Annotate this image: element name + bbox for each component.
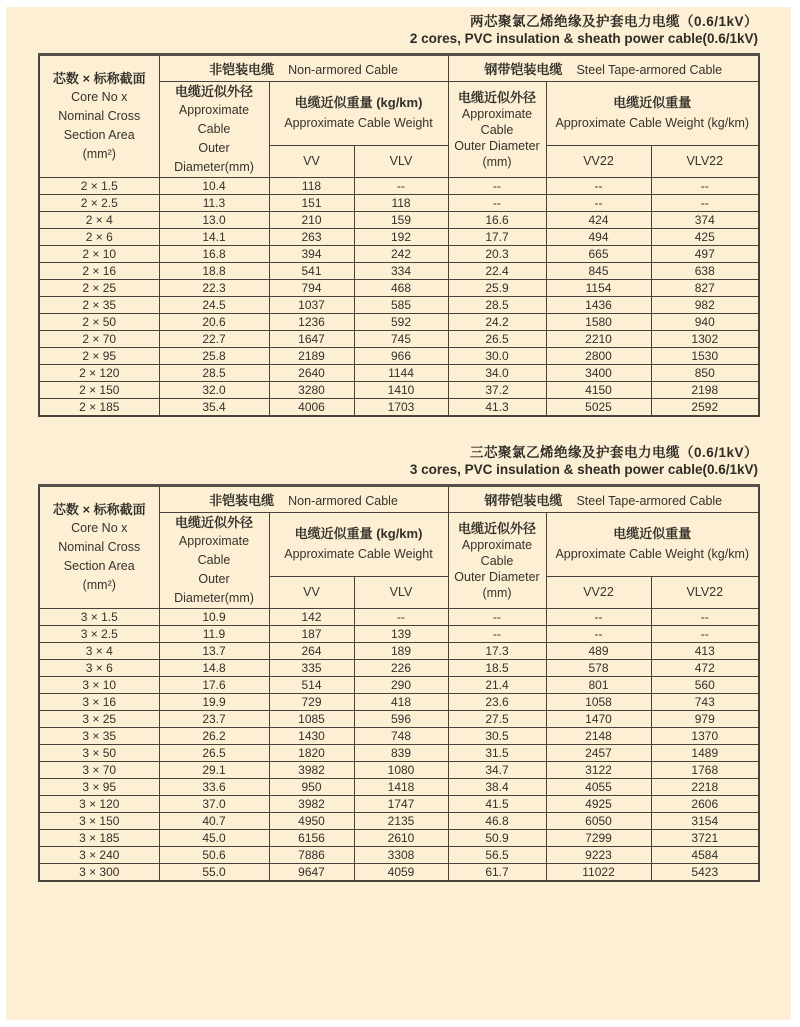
header-steel-weight: 电缆近似重量 Approximate Cable Weight (kg/km): [546, 513, 759, 577]
value-cell: 5025: [546, 399, 651, 417]
value-cell: 729: [269, 694, 354, 711]
value-cell: 264: [269, 643, 354, 660]
core-size-cell: 2 × 185: [39, 399, 159, 417]
table-row: [39, 609, 759, 626]
table-row: [39, 813, 759, 830]
header-non-armored-od: 电缆近似外径 Approximate Cable Outer Diameter(mm): [159, 513, 269, 609]
value-cell: 850: [651, 365, 759, 382]
table-row: [39, 195, 759, 212]
value-cell: 1703: [354, 399, 448, 417]
value-cell: 1647: [269, 331, 354, 348]
value-cell: 22.7: [159, 331, 269, 348]
value-cell: 1489: [651, 745, 759, 762]
value-cell: 1037: [269, 297, 354, 314]
value-cell: 26.2: [159, 728, 269, 745]
value-cell: 940: [651, 314, 759, 331]
value-cell: 3721: [651, 830, 759, 847]
value-cell: 11.9: [159, 626, 269, 643]
value-cell: 226: [354, 660, 448, 677]
value-cell: 41.3: [448, 399, 546, 417]
value-cell: 9647: [269, 864, 354, 882]
value-cell: 151: [269, 195, 354, 212]
core-size-cell: 2 × 2.5: [39, 195, 159, 212]
table-row: [39, 626, 759, 643]
value-cell: 1144: [354, 365, 448, 382]
core-size-cell: 3 × 70: [39, 762, 159, 779]
core-size-cell: 3 × 120: [39, 796, 159, 813]
table-row: [39, 643, 759, 660]
value-cell: 585: [354, 297, 448, 314]
core-size-cell: 3 × 150: [39, 813, 159, 830]
value-cell: 28.5: [448, 297, 546, 314]
value-cell: 743: [651, 694, 759, 711]
value-cell: 1768: [651, 762, 759, 779]
value-cell: 45.0: [159, 830, 269, 847]
value-cell: 2189: [269, 348, 354, 365]
table-row: [39, 847, 759, 864]
core-size-cell: 3 × 240: [39, 847, 159, 864]
value-cell: 32.0: [159, 382, 269, 399]
header-col-vv: VV: [269, 145, 354, 177]
value-cell: 966: [354, 348, 448, 365]
value-cell: --: [651, 195, 759, 212]
value-cell: 801: [546, 677, 651, 694]
cable-spec-table-2core: [38, 53, 760, 417]
value-cell: 497: [651, 246, 759, 263]
value-cell: 425: [651, 229, 759, 246]
value-cell: 118: [269, 178, 354, 195]
table2-header: [39, 486, 759, 609]
value-cell: --: [448, 178, 546, 195]
value-cell: 6156: [269, 830, 354, 847]
value-cell: 1058: [546, 694, 651, 711]
value-cell: 17.3: [448, 643, 546, 660]
value-cell: 24.2: [448, 314, 546, 331]
value-cell: 1154: [546, 280, 651, 297]
value-cell: 118: [354, 195, 448, 212]
header-col-vv: VV: [269, 576, 354, 608]
value-cell: 489: [546, 643, 651, 660]
table-row: [39, 830, 759, 847]
value-cell: 1820: [269, 745, 354, 762]
value-cell: 979: [651, 711, 759, 728]
table-row: [39, 297, 759, 314]
value-cell: 1370: [651, 728, 759, 745]
value-cell: 139: [354, 626, 448, 643]
value-cell: 13.7: [159, 643, 269, 660]
value-cell: 541: [269, 263, 354, 280]
value-cell: 40.7: [159, 813, 269, 830]
table-row: [39, 399, 759, 417]
table2-title: [6, 444, 791, 478]
value-cell: 1080: [354, 762, 448, 779]
value-cell: --: [546, 195, 651, 212]
value-cell: 827: [651, 280, 759, 297]
header-col-vlv: VLV: [354, 576, 448, 608]
table1-title-zh: 两芯聚氯乙烯绝缘及护套电力电缆（0.6/1kV）: [469, 14, 758, 29]
value-cell: 16.8: [159, 246, 269, 263]
value-cell: 3154: [651, 813, 759, 830]
value-cell: 30.0: [448, 348, 546, 365]
table2-title-zh: 三芯聚氯乙烯绝缘及护套电力电缆（0.6/1kV）: [469, 445, 758, 460]
table-row: [39, 178, 759, 195]
value-cell: 2198: [651, 382, 759, 399]
value-cell: 665: [546, 246, 651, 263]
core-size-cell: 3 × 10: [39, 677, 159, 694]
value-cell: 1470: [546, 711, 651, 728]
value-cell: 37.0: [159, 796, 269, 813]
header-col-vlv22: VLV22: [651, 145, 759, 177]
value-cell: 50.6: [159, 847, 269, 864]
value-cell: 2135: [354, 813, 448, 830]
value-cell: 748: [354, 728, 448, 745]
table1-title-en: 2 cores, PVC insulation & sheath power cable(0.6/1kV): [409, 31, 758, 46]
core-size-cell: 2 × 1.5: [39, 178, 159, 195]
table2-body: [39, 609, 759, 882]
value-cell: 22.3: [159, 280, 269, 297]
table-row: [39, 660, 759, 677]
value-cell: 16.6: [448, 212, 546, 229]
value-cell: 2592: [651, 399, 759, 417]
value-cell: 1530: [651, 348, 759, 365]
value-cell: 592: [354, 314, 448, 331]
value-cell: 22.4: [448, 263, 546, 280]
table-row: [39, 382, 759, 399]
header-core-section: 芯数 × 标称截面 Core No x Nominal Cross Section Area (mm²): [39, 55, 159, 178]
table-row: [39, 728, 759, 745]
core-size-cell: 3 × 16: [39, 694, 159, 711]
table-row: [39, 711, 759, 728]
value-cell: 982: [651, 297, 759, 314]
value-cell: 28.5: [159, 365, 269, 382]
value-cell: --: [651, 178, 759, 195]
value-cell: 1436: [546, 297, 651, 314]
core-size-cell: 2 × 120: [39, 365, 159, 382]
value-cell: --: [651, 609, 759, 626]
table-row: [39, 263, 759, 280]
value-cell: 38.4: [448, 779, 546, 796]
value-cell: 263: [269, 229, 354, 246]
cable-spec-table-3core: [38, 484, 760, 882]
value-cell: 25.9: [448, 280, 546, 297]
value-cell: 31.5: [448, 745, 546, 762]
value-cell: --: [448, 195, 546, 212]
value-cell: 11.3: [159, 195, 269, 212]
core-size-cell: 2 × 50: [39, 314, 159, 331]
table-row: [39, 280, 759, 297]
value-cell: 27.5: [448, 711, 546, 728]
value-cell: 5423: [651, 864, 759, 882]
core-size-cell: 3 × 2.5: [39, 626, 159, 643]
core-size-cell: 2 × 35: [39, 297, 159, 314]
header-col-vlv22: VLV22: [651, 576, 759, 608]
value-cell: 242: [354, 246, 448, 263]
core-size-cell: 2 × 150: [39, 382, 159, 399]
table1-title: [6, 13, 791, 47]
table-row: [39, 314, 759, 331]
value-cell: --: [546, 178, 651, 195]
table-row: [39, 796, 759, 813]
value-cell: 17.7: [448, 229, 546, 246]
header-non-armored-weight: 电缆近似重量 (kg/km) Approximate Cable Weight: [269, 513, 448, 577]
value-cell: 839: [354, 745, 448, 762]
value-cell: 4059: [354, 864, 448, 882]
table-row: [39, 694, 759, 711]
value-cell: 4006: [269, 399, 354, 417]
value-cell: 2218: [651, 779, 759, 796]
value-cell: 25.8: [159, 348, 269, 365]
value-cell: 2457: [546, 745, 651, 762]
core-size-cell: 3 × 1.5: [39, 609, 159, 626]
core-size-cell: 3 × 185: [39, 830, 159, 847]
value-cell: --: [354, 609, 448, 626]
table-row: [39, 246, 759, 263]
value-cell: 23.7: [159, 711, 269, 728]
core-size-cell: 2 × 25: [39, 280, 159, 297]
table-row: [39, 212, 759, 229]
header-col-vv22: VV22: [546, 145, 651, 177]
value-cell: 335: [269, 660, 354, 677]
value-cell: 1418: [354, 779, 448, 796]
value-cell: 4584: [651, 847, 759, 864]
table-row: [39, 348, 759, 365]
header-non-armored-group: 非铠装电缆 Non-armored Cable: [159, 486, 448, 513]
core-size-cell: 2 × 70: [39, 331, 159, 348]
value-cell: 14.1: [159, 229, 269, 246]
value-cell: 10.4: [159, 178, 269, 195]
value-cell: --: [448, 626, 546, 643]
value-cell: 29.1: [159, 762, 269, 779]
value-cell: 472: [651, 660, 759, 677]
value-cell: --: [546, 626, 651, 643]
value-cell: 424: [546, 212, 651, 229]
table-row: [39, 331, 759, 348]
value-cell: 468: [354, 280, 448, 297]
value-cell: 34.0: [448, 365, 546, 382]
value-cell: 18.5: [448, 660, 546, 677]
header-steel-armored-group: 钢带铠装电缆 Steel Tape-armored Cable: [448, 55, 759, 82]
value-cell: 514: [269, 677, 354, 694]
value-cell: 61.7: [448, 864, 546, 882]
table1-header: [39, 55, 759, 178]
value-cell: 374: [651, 212, 759, 229]
value-cell: 23.6: [448, 694, 546, 711]
value-cell: 11022: [546, 864, 651, 882]
value-cell: 1410: [354, 382, 448, 399]
value-cell: 6050: [546, 813, 651, 830]
header-non-armored-group: 非铠装电缆 Non-armored Cable: [159, 55, 448, 82]
value-cell: 26.5: [448, 331, 546, 348]
value-cell: 578: [546, 660, 651, 677]
value-cell: 7299: [546, 830, 651, 847]
core-size-cell: 2 × 16: [39, 263, 159, 280]
value-cell: 34.7: [448, 762, 546, 779]
value-cell: 2148: [546, 728, 651, 745]
value-cell: 189: [354, 643, 448, 660]
value-cell: 210: [269, 212, 354, 229]
table1-body: [39, 178, 759, 417]
value-cell: 3280: [269, 382, 354, 399]
value-cell: 494: [546, 229, 651, 246]
table-row: [39, 864, 759, 882]
value-cell: 3400: [546, 365, 651, 382]
table-row: [39, 779, 759, 796]
value-cell: 20.6: [159, 314, 269, 331]
core-size-cell: 3 × 95: [39, 779, 159, 796]
value-cell: --: [448, 609, 546, 626]
header-core-section: 芯数 × 标称截面 Core No x Nominal Cross Section Area (mm²): [39, 486, 159, 609]
value-cell: 745: [354, 331, 448, 348]
core-size-cell: 3 × 300: [39, 864, 159, 882]
value-cell: 41.5: [448, 796, 546, 813]
value-cell: 33.6: [159, 779, 269, 796]
value-cell: 18.8: [159, 263, 269, 280]
table-row: [39, 745, 759, 762]
value-cell: 3982: [269, 796, 354, 813]
value-cell: --: [651, 626, 759, 643]
core-size-cell: 3 × 50: [39, 745, 159, 762]
value-cell: 55.0: [159, 864, 269, 882]
value-cell: 4925: [546, 796, 651, 813]
value-cell: 35.4: [159, 399, 269, 417]
value-cell: 3122: [546, 762, 651, 779]
header-steel-od: 电缆近似外径 Approximate Cable Outer Diameter (mm): [448, 513, 546, 609]
value-cell: 192: [354, 229, 448, 246]
value-cell: 159: [354, 212, 448, 229]
value-cell: 1430: [269, 728, 354, 745]
value-cell: 20.3: [448, 246, 546, 263]
value-cell: 950: [269, 779, 354, 796]
value-cell: 418: [354, 694, 448, 711]
value-cell: 4150: [546, 382, 651, 399]
value-cell: 1236: [269, 314, 354, 331]
header-col-vv22: VV22: [546, 576, 651, 608]
table-row: [39, 365, 759, 382]
value-cell: 1085: [269, 711, 354, 728]
table-row: [39, 762, 759, 779]
core-size-cell: 3 × 4: [39, 643, 159, 660]
header-col-vlv: VLV: [354, 145, 448, 177]
value-cell: 560: [651, 677, 759, 694]
value-cell: 845: [546, 263, 651, 280]
value-cell: 596: [354, 711, 448, 728]
value-cell: --: [354, 178, 448, 195]
value-cell: 14.8: [159, 660, 269, 677]
value-cell: --: [546, 609, 651, 626]
core-size-cell: 2 × 10: [39, 246, 159, 263]
core-size-cell: 2 × 95: [39, 348, 159, 365]
core-size-cell: 3 × 35: [39, 728, 159, 745]
core-size-cell: 3 × 6: [39, 660, 159, 677]
value-cell: 334: [354, 263, 448, 280]
value-cell: 1302: [651, 331, 759, 348]
table2-title-en: 3 cores, PVC insulation & sheath power cable(0.6/1kV): [409, 462, 758, 477]
value-cell: 10.9: [159, 609, 269, 626]
value-cell: 1580: [546, 314, 651, 331]
value-cell: 394: [269, 246, 354, 263]
value-cell: 2210: [546, 331, 651, 348]
header-steel-od: 电缆近似外径 Approximate Cable Outer Diameter (mm): [448, 82, 546, 178]
header-non-armored-weight: 电缆近似重量 (kg/km) Approximate Cable Weight: [269, 82, 448, 146]
header-steel-armored-group: 钢带铠装电缆 Steel Tape-armored Cable: [448, 486, 759, 513]
value-cell: 4055: [546, 779, 651, 796]
value-cell: 3308: [354, 847, 448, 864]
core-size-cell: 3 × 25: [39, 711, 159, 728]
header-non-armored-od: 电缆近似外径 Approximate Cable Outer Diameter(mm): [159, 82, 269, 178]
value-cell: 21.4: [448, 677, 546, 694]
value-cell: 37.2: [448, 382, 546, 399]
value-cell: 46.8: [448, 813, 546, 830]
value-cell: 2800: [546, 348, 651, 365]
value-cell: 290: [354, 677, 448, 694]
table-row: [39, 229, 759, 246]
value-cell: 413: [651, 643, 759, 660]
value-cell: 17.6: [159, 677, 269, 694]
value-cell: 2606: [651, 796, 759, 813]
core-size-cell: 2 × 6: [39, 229, 159, 246]
value-cell: 1747: [354, 796, 448, 813]
core-size-cell: 2 × 4: [39, 212, 159, 229]
value-cell: 4950: [269, 813, 354, 830]
value-cell: 30.5: [448, 728, 546, 745]
table-row: [39, 677, 759, 694]
value-cell: 3982: [269, 762, 354, 779]
value-cell: 2640: [269, 365, 354, 382]
value-cell: 187: [269, 626, 354, 643]
document-page: [6, 7, 791, 1020]
value-cell: 2610: [354, 830, 448, 847]
value-cell: 638: [651, 263, 759, 280]
value-cell: 26.5: [159, 745, 269, 762]
value-cell: 9223: [546, 847, 651, 864]
value-cell: 24.5: [159, 297, 269, 314]
value-cell: 50.9: [448, 830, 546, 847]
value-cell: 19.9: [159, 694, 269, 711]
value-cell: 794: [269, 280, 354, 297]
value-cell: 56.5: [448, 847, 546, 864]
value-cell: 13.0: [159, 212, 269, 229]
value-cell: 142: [269, 609, 354, 626]
header-steel-weight: 电缆近似重量 Approximate Cable Weight (kg/km): [546, 82, 759, 146]
value-cell: 7886: [269, 847, 354, 864]
